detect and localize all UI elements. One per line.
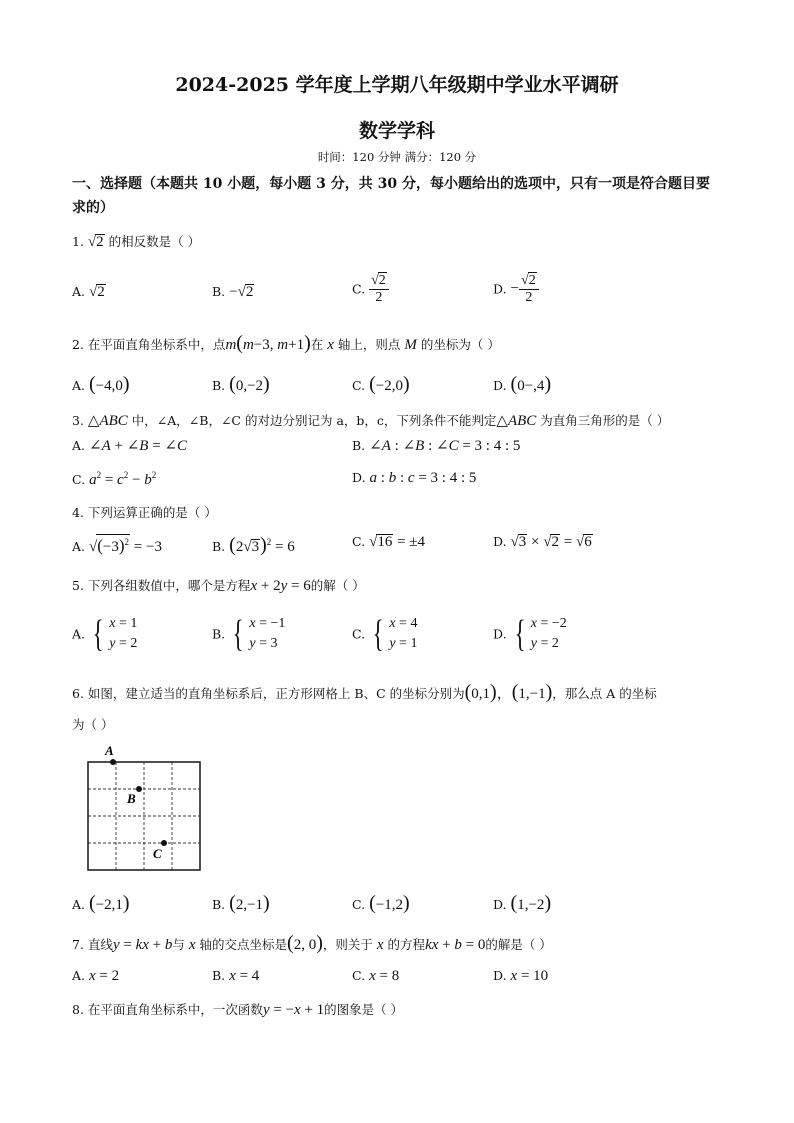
point-b (136, 786, 142, 792)
q4-option-a: A. $√(-3)^2 = -3$ (72, 536, 162, 555)
question-number: 1. (72, 234, 84, 249)
question-7: 7. 直线y = kx + b与 x 轴的交点坐标是(2, 0)，则关于 x 的方程kx + b = 0的解是（ ） (72, 932, 552, 954)
q1-option-a: A. √2 (72, 284, 105, 300)
label-a: A (105, 743, 114, 758)
q5-option-a: A. { x = 1 y = 2 (72, 613, 138, 655)
question-8: 8. 在平面直角坐标系中，一次函数y = −x + 1的图象是（ ） (72, 1002, 404, 1018)
q5-option-b: B. { x = −1 y = 3 (212, 613, 286, 655)
q3-option-d: D. a : b : c = 3 : 4 : 5 (352, 470, 477, 486)
section-heading: 一、选择题（本题共 10 小题，每小题 3 分，共 30 分，每小题给出的选项中，只有一项是符合题目要求的） (72, 176, 710, 216)
question-text: 的相反数是（ ） (108, 234, 201, 249)
exam-subject: 数学学科 (358, 120, 435, 142)
question-1: 1. √2 的相反数是（ ） (72, 234, 201, 250)
question-3: 3. △ABC 中，∠A，∠B，∠C 的对边分别记为 a，b，c，下列条件不能判定△ABC 为直角三角形的是（ ） (72, 413, 670, 429)
question-5: 5. 下列各组数值中，哪个是方程x + 2y = 6的解（ ） (72, 578, 365, 594)
q2-option-b: B. (0,−2) (212, 373, 270, 395)
q7-option-a: A. x = 2 (72, 968, 120, 984)
q7-option-d: D. x = 10 (493, 968, 549, 984)
label-b: B (127, 791, 136, 806)
label-c: C (153, 846, 162, 861)
q3-option-b: B. ∠A : ∠B : ∠C = 3 : 4 : 5 (352, 438, 521, 454)
q2-option-c: C. (−2,0) (352, 373, 410, 395)
q4-option-c: C. √16 = ±4 (352, 534, 426, 550)
exam-title: 2024-2025 学年度上学期八年级期中学业水平调研 (175, 74, 619, 96)
q7-option-b: B. x = 4 (212, 968, 260, 984)
question-4: 4. 下列运算正确的是（ ） (72, 505, 217, 520)
q5-option-d: D. { x = −2 y = 2 (493, 613, 567, 655)
q4-option-b: B. $(2√3)^2 = 6$ (212, 534, 295, 556)
q1-option-b: B. −√2 (212, 284, 254, 300)
q1-option-d: D. − $\frac{√2}{2}$ (493, 272, 539, 306)
point-a (110, 759, 116, 765)
q6-option-d: D. (1,−2) (493, 892, 552, 914)
q6-option-c: C. (−1,2) (352, 892, 410, 914)
q6-option-a: A. (−2,1) (72, 892, 130, 914)
q3-option-c: C. $a^2 = c^2 - b^2$ (72, 470, 157, 488)
question-6-cont: 为（ ） (72, 717, 114, 732)
q6-option-b: B. (2,−1) (212, 892, 270, 914)
exam-time-info: 时间：120 分钟 满分：120 分 (317, 150, 477, 164)
question-2: 2. 在平面直角坐标系中，点m(m−3, m+1)在 x 轴上，则点 M 的坐标为（ ） (72, 332, 500, 354)
grid-figure (80, 742, 210, 874)
point-c (161, 840, 167, 846)
q5-option-c: C. { x = 4 y = 1 (352, 613, 418, 655)
q7-option-c: C. x = 8 (352, 968, 400, 984)
question-6: 6. 如图，建立适当的直角坐标系后，正方形网格上 B、C 的坐标分别为(0,1)，(1,−1)，那么点 A 的坐标 (72, 681, 657, 703)
q3-option-a: A. ∠A + ∠B = ∠C (72, 438, 187, 454)
q1-option-c: C. $\frac{√2}{2}$ (352, 272, 389, 306)
q4-option-d: D. √3 × √2 = √6 (493, 534, 592, 550)
q2-option-a: A. (−4,0) (72, 373, 130, 395)
q2-option-d: D. (0−,4) (493, 373, 552, 395)
